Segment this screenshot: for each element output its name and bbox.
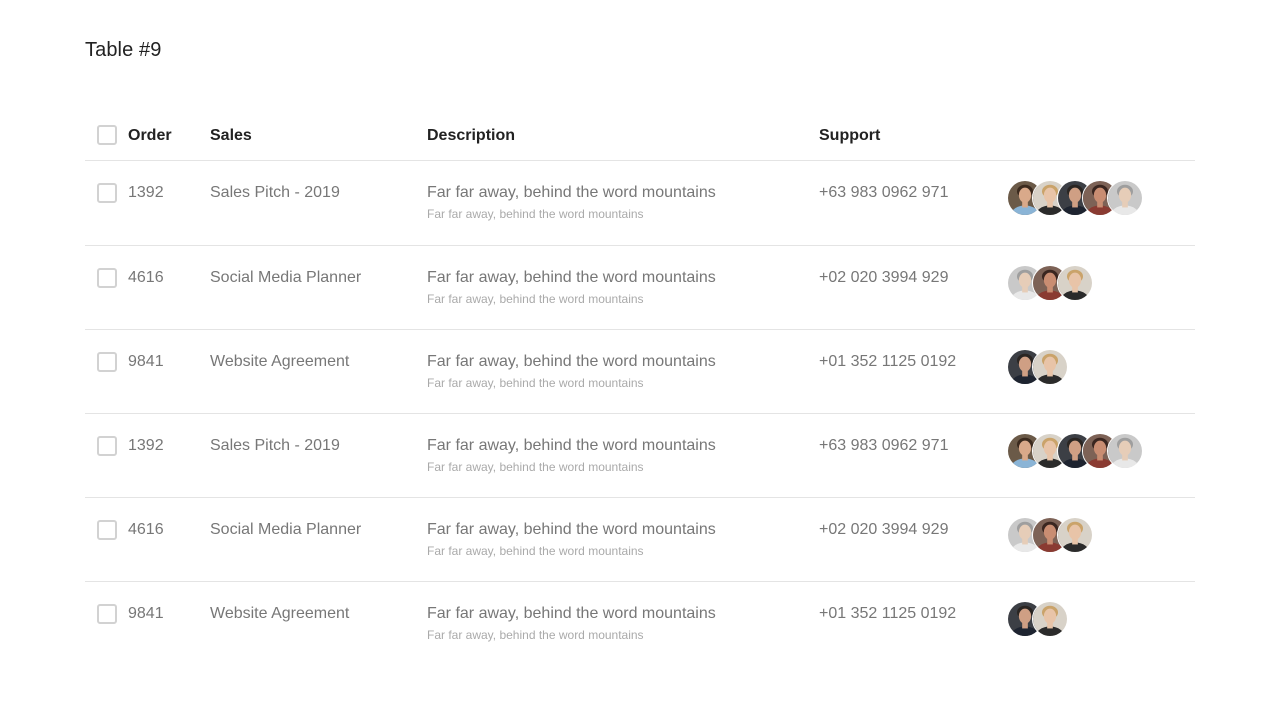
description-text: Far far away, behind the word mountains (427, 353, 716, 370)
sales-name: Website Agreement (210, 353, 350, 370)
row-checkbox[interactable] (97, 436, 117, 456)
support-phone: +63 983 0962 971 (819, 437, 949, 454)
column-header-sales[interactable]: Sales (210, 127, 252, 144)
avatar[interactable] (1032, 349, 1068, 385)
table-row[interactable] (85, 581, 1195, 665)
avatar[interactable] (1057, 517, 1093, 553)
description-subtext: Far far away, behind the word mountains (427, 628, 644, 642)
page-title: Table #9 (85, 39, 162, 61)
description-text: Far far away, behind the word mountains (427, 605, 716, 622)
column-header-support[interactable]: Support (819, 127, 881, 144)
row-checkbox[interactable] (97, 352, 117, 372)
woman-light-portrait-icon (1108, 434, 1142, 468)
avatar[interactable] (1057, 265, 1093, 301)
order-number: 9841 (128, 605, 164, 622)
orders-table (85, 112, 1195, 665)
row-checkbox[interactable] (97, 268, 117, 288)
description-subtext: Far far away, behind the word mountains (427, 460, 644, 474)
description-text: Far far away, behind the word mountains (427, 269, 716, 286)
order-number: 1392 (128, 184, 164, 201)
row-checkbox[interactable] (97, 520, 117, 540)
avatar-group (1007, 349, 1068, 385)
description-subtext: Far far away, behind the word mountains (427, 376, 644, 390)
table-row[interactable] (85, 497, 1195, 581)
sales-name: Social Media Planner (210, 521, 362, 538)
woman-blonde-portrait-icon (1058, 266, 1092, 300)
table-header-row (85, 112, 1195, 161)
sales-name: Social Media Planner (210, 269, 362, 286)
order-number: 4616 (128, 521, 164, 538)
sales-name: Website Agreement (210, 605, 350, 622)
support-phone: +01 352 1125 0192 (819, 605, 957, 622)
support-phone: +63 983 0962 971 (819, 184, 949, 201)
table-row[interactable] (85, 413, 1195, 497)
description-text: Far far away, behind the word mountains (427, 184, 716, 201)
table-row[interactable] (85, 329, 1195, 413)
order-number: 9841 (128, 353, 164, 370)
row-checkbox[interactable] (97, 604, 117, 624)
sales-name: Sales Pitch - 2019 (210, 437, 340, 454)
description-text: Far far away, behind the word mountains (427, 521, 716, 538)
avatar[interactable] (1032, 601, 1068, 637)
avatar-group (1007, 601, 1068, 637)
column-header-order[interactable]: Order (128, 127, 172, 144)
avatar-group (1007, 433, 1143, 469)
avatar[interactable] (1107, 433, 1143, 469)
woman-blonde-portrait-icon (1033, 350, 1067, 384)
table-row[interactable] (85, 161, 1195, 245)
avatar[interactable] (1107, 180, 1143, 216)
support-phone: +02 020 3994 929 (819, 269, 949, 286)
sales-name: Sales Pitch - 2019 (210, 184, 340, 201)
avatar-group (1007, 180, 1143, 216)
woman-light-portrait-icon (1108, 181, 1142, 215)
table-row[interactable] (85, 245, 1195, 329)
column-header-description[interactable]: Description (427, 127, 516, 144)
description-text: Far far away, behind the word mountains (427, 437, 716, 454)
avatar-group (1007, 517, 1093, 553)
description-subtext: Far far away, behind the word mountains (427, 207, 644, 221)
description-subtext: Far far away, behind the word mountains (427, 292, 644, 306)
avatar-group (1007, 265, 1093, 301)
order-number: 4616 (128, 269, 164, 286)
select-all-checkbox[interactable] (97, 125, 117, 145)
woman-blonde-portrait-icon (1058, 518, 1092, 552)
row-checkbox[interactable] (97, 183, 117, 203)
support-phone: +01 352 1125 0192 (819, 353, 957, 370)
support-phone: +02 020 3994 929 (819, 521, 949, 538)
description-subtext: Far far away, behind the word mountains (427, 544, 644, 558)
woman-blonde-portrait-icon (1033, 602, 1067, 636)
order-number: 1392 (128, 437, 164, 454)
